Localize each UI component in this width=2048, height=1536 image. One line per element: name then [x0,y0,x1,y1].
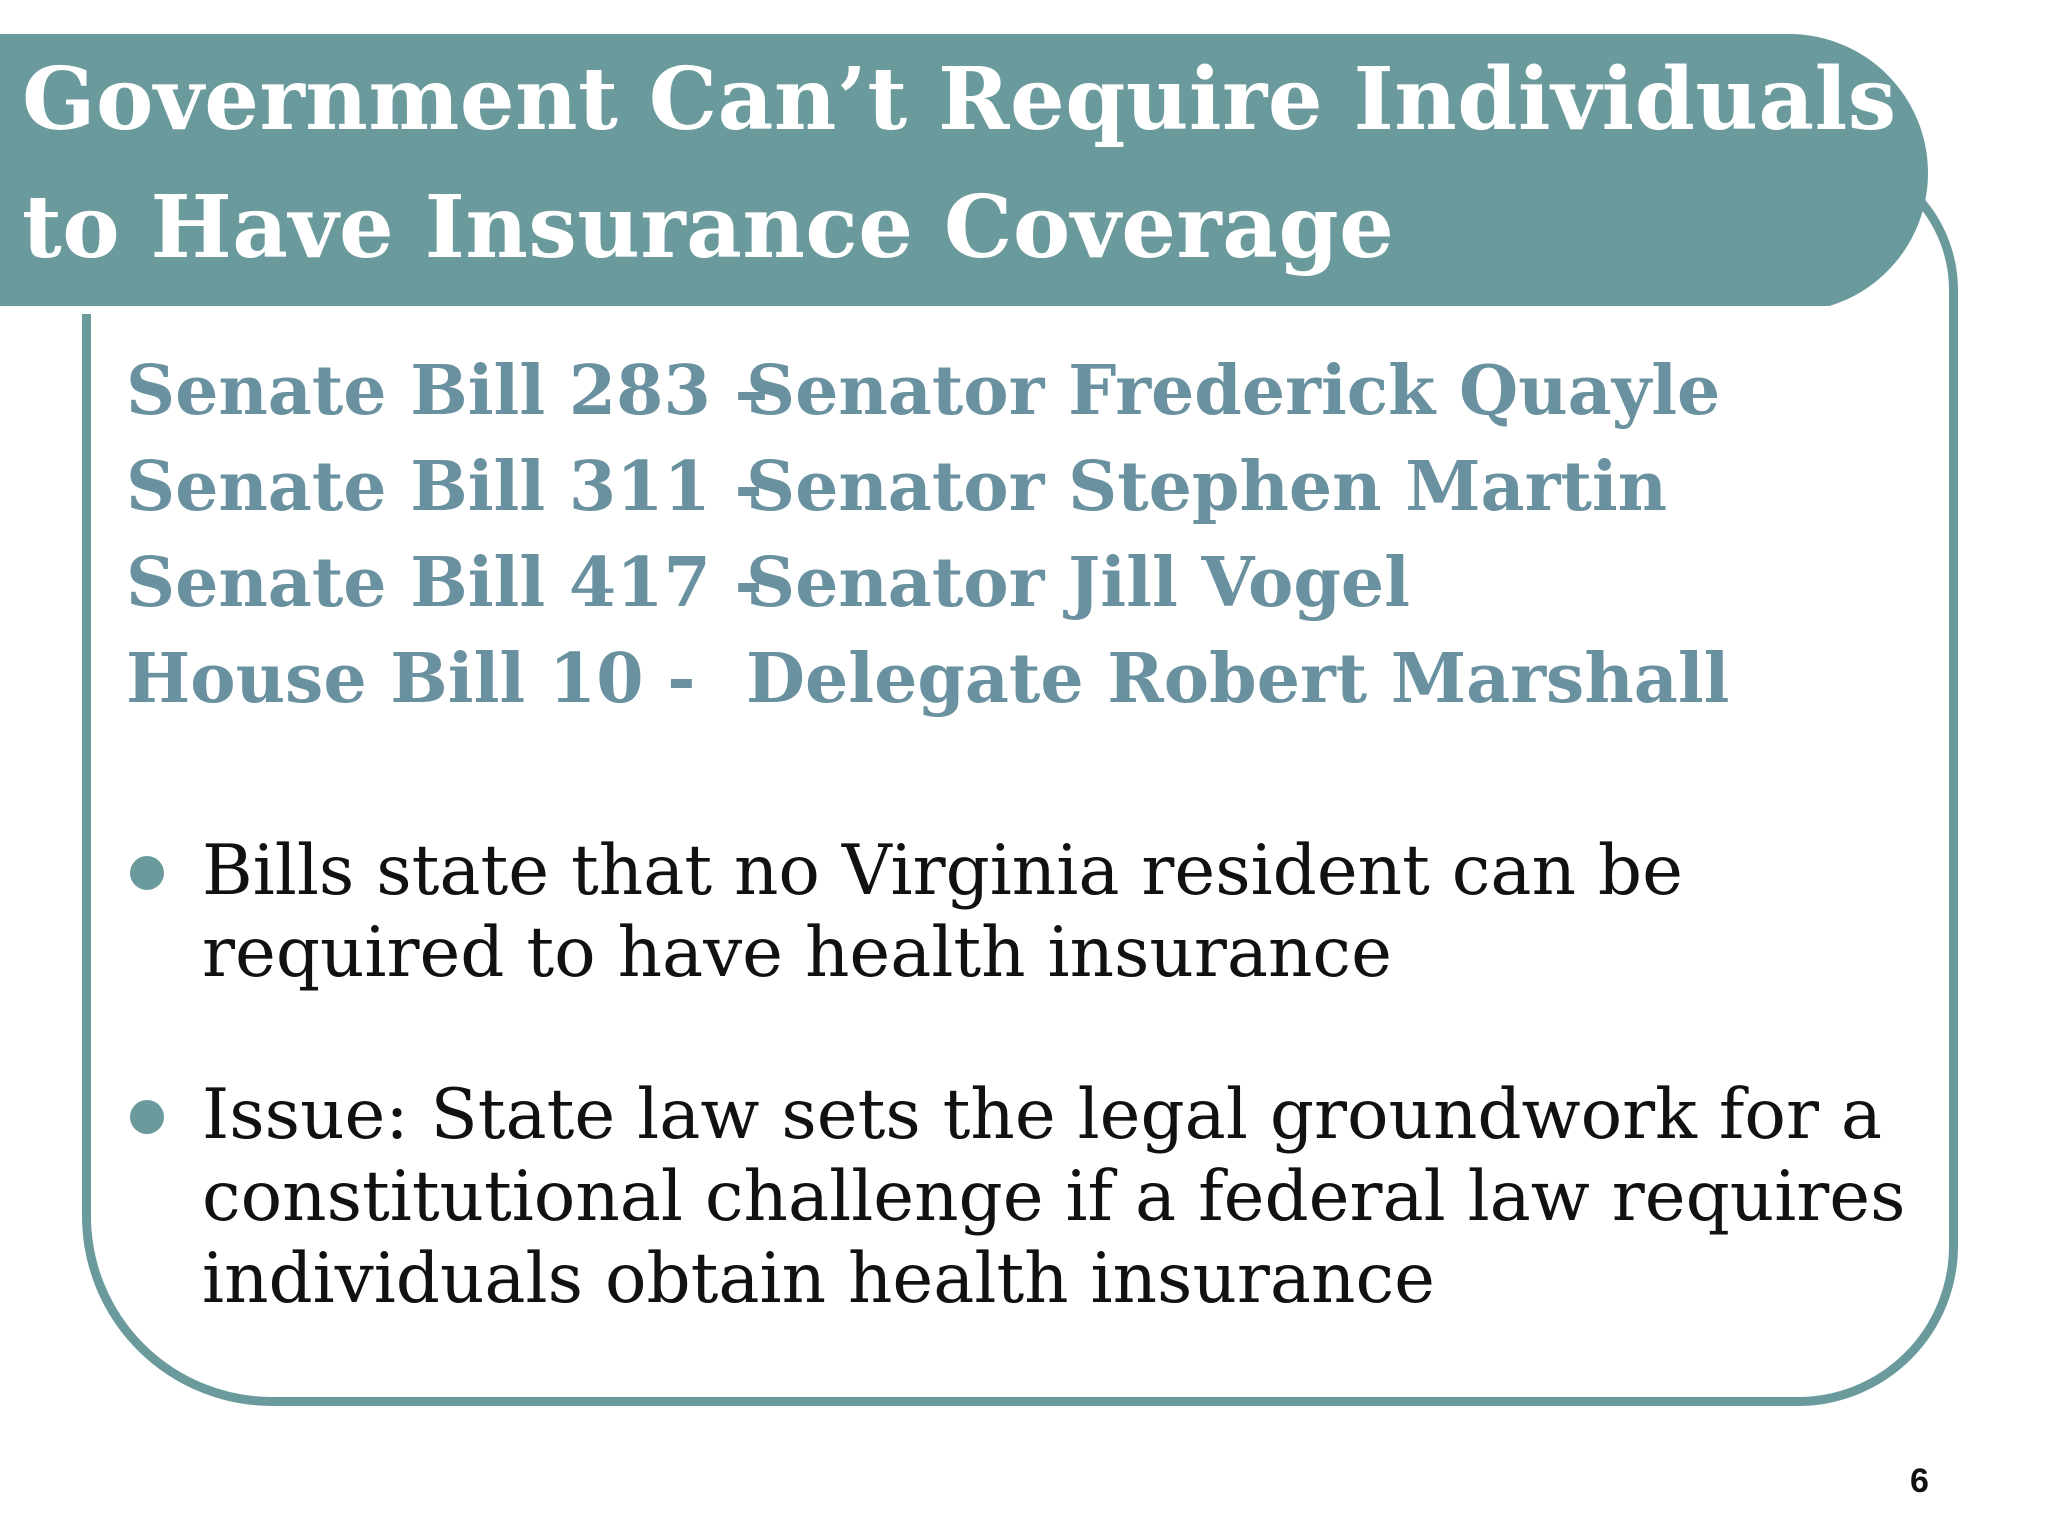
bullet-text: Issue: State law sets the legal groundwork for a constitutional challenge if a federal law requires individuals obtain health insurance [202,1075,1906,1319]
bill-list [126,343,1729,727]
bill-row [126,343,1729,439]
slide-title-line-2: to Have Insurance Coverage [22,177,1395,278]
bill-sponsor: Senator Jill Vogel [746,543,1410,623]
bill-number: Senate Bill 417 - [126,543,763,623]
page-number: 6 [1910,1462,1929,1500]
bill-row [126,439,1729,535]
bill-sponsor: Senator Frederick Quayle [746,351,1721,431]
bill-sponsor: Senator Stephen Martin [746,447,1668,527]
bullet-dot-icon [130,856,164,890]
bill-number: Senate Bill 311 - [126,447,763,527]
bill-row [126,535,1729,631]
bill-sponsor: Delegate Robert Marshall [746,639,1730,719]
bullet-dot-icon [130,1100,164,1134]
slide-title-line-1: Government Can’t Require Individuals [22,49,1897,150]
bullet-item [126,830,1926,994]
slide-title [22,36,1897,292]
bullet-list [126,830,1926,1400]
title-underline [0,306,1830,314]
bill-number: Senate Bill 283 – [126,351,769,431]
bill-row [126,631,1729,727]
bullet-item [126,1074,1926,1320]
bill-number: House Bill 10 - [126,639,696,719]
bullet-text: Bills state that no Virginia resident can be required to have health insurance [202,831,1683,993]
